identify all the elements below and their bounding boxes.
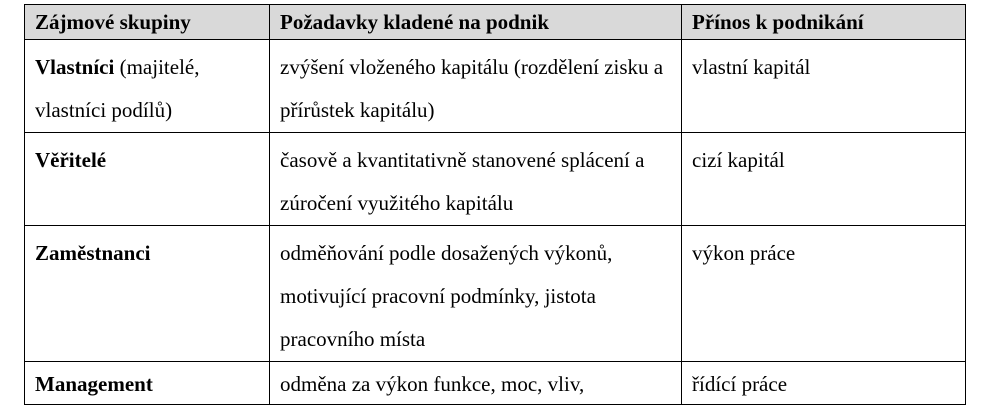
table-row [25, 362, 966, 405]
group-name: Management [35, 372, 153, 396]
contribution-cell: cizí kapitál [682, 133, 966, 226]
table-header [25, 5, 966, 40]
table-row [25, 40, 966, 133]
group-name: Vlastníci [35, 55, 115, 79]
requirements-cell: zvýšení vloženého kapitálu (rozdělení zisku a přírůstek kapitálu) [270, 40, 682, 133]
contribution-cell: výkon práce [682, 226, 966, 362]
header-cell-requirements: Požadavky kladené na podnik [270, 5, 682, 40]
table-body [25, 40, 966, 405]
header-row [25, 5, 966, 40]
requirements-cell: odměňování podle dosažených výkonů, motivující pracovní podmínky, jistota pracovního místa [270, 226, 682, 362]
contribution-cell: řídící práce [682, 362, 966, 405]
group-cell [25, 133, 270, 226]
table-row [25, 133, 966, 226]
group-name: Zaměstnanci [35, 241, 151, 265]
header-cell-contribution: Přínos k podnikání [682, 5, 966, 40]
group-cell [25, 40, 270, 133]
requirements-cell: časově a kvantitativně stanovené splácení a zúročení využitého kapitálu [270, 133, 682, 226]
group-name: Věřitelé [35, 148, 107, 172]
stakeholder-table [24, 4, 966, 405]
header-cell-groups: Zájmové skupiny [25, 5, 270, 40]
requirements-cell: odměna za výkon funkce, moc, vliv, [270, 362, 682, 405]
table-row [25, 226, 966, 362]
contribution-cell: vlastní kapitál [682, 40, 966, 133]
group-note: (majitelé, vlastníci podílů) [35, 55, 200, 122]
group-cell [25, 362, 270, 405]
group-cell [25, 226, 270, 362]
